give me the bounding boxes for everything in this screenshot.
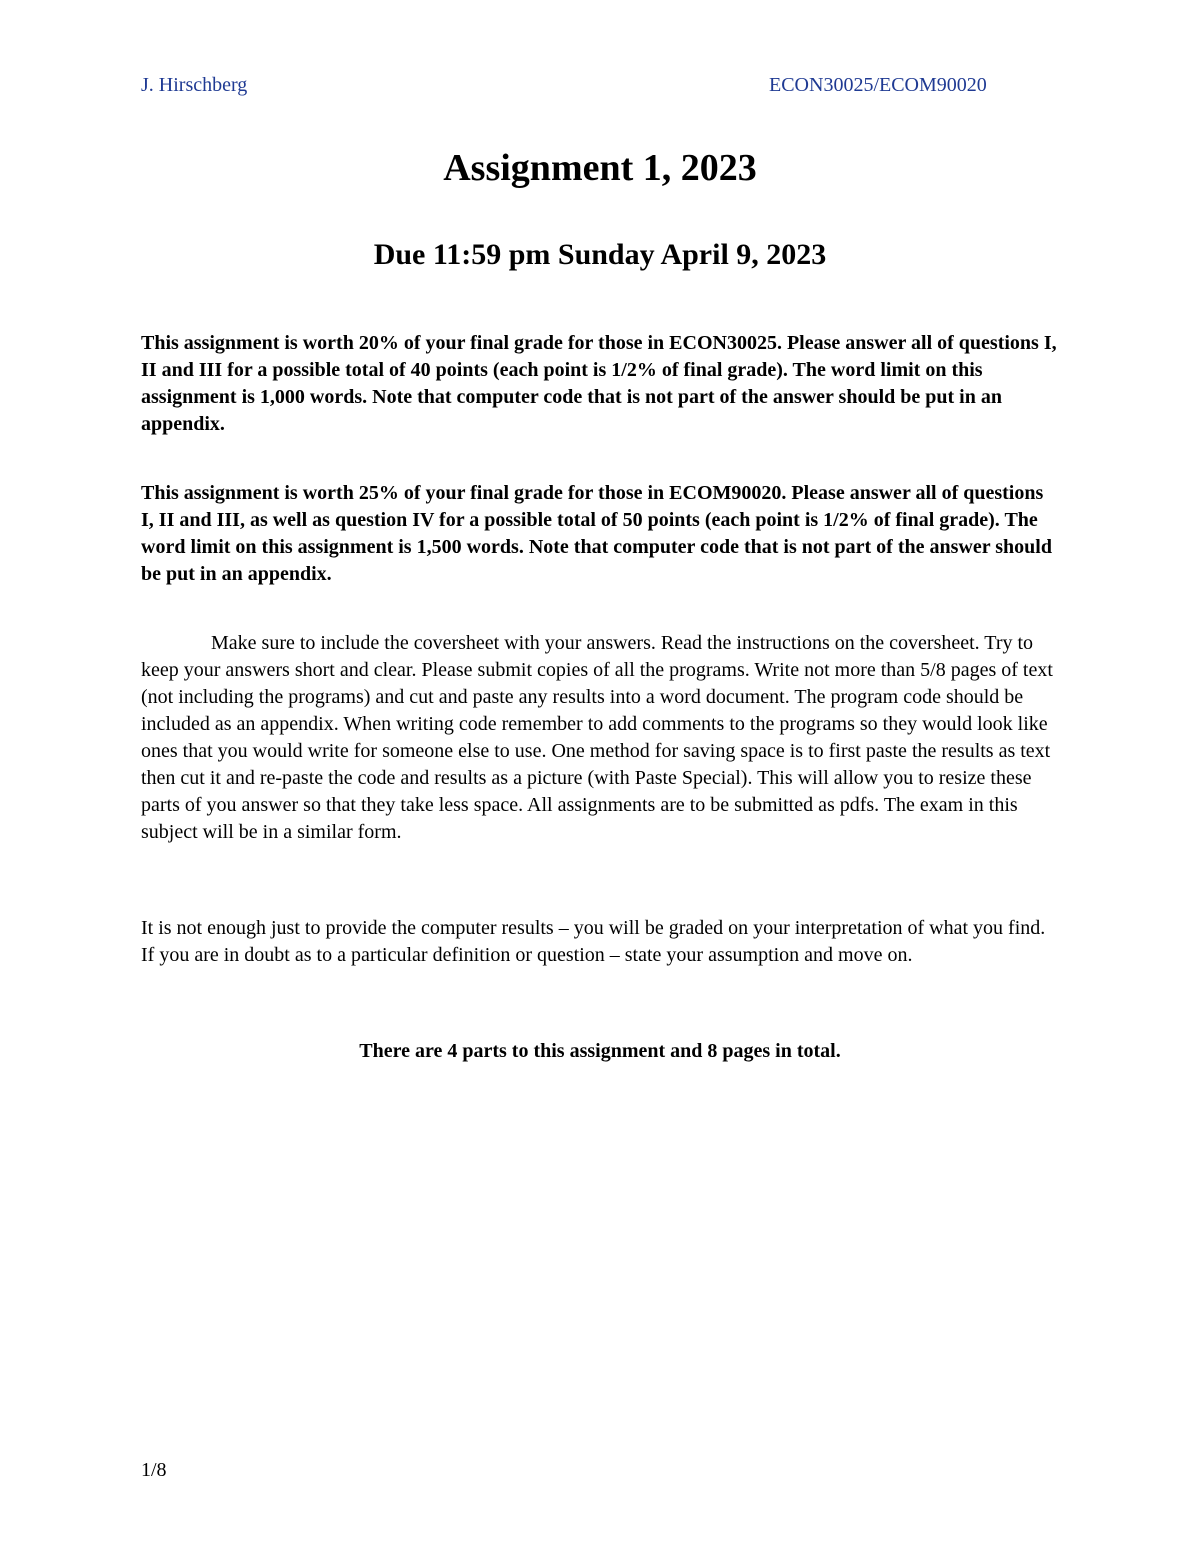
due-date: Due 11:59 pm Sunday April 9, 2023 [373,238,827,271]
paragraph-ecom90020: This assignment is worth 25% of your final grade for those in ECOM90020. Please answer all of questions I, II and III, as well as question IV for a possible total of 50 points (each point is 1/2% of final grade). The word limit on this assignment is 1,500 words. Note that computer code that is not part of the answer should be put in an appendix. [141,482,1052,585]
header-author: J. Hirschberg [141,74,248,96]
paragraph-instructions: Make sure to include the coversheet with your answers. Read the instructions on the coversheet. Try to keep your answers short and clear. Please submit copies of all the programs. Write not more than 5/8 pages of text (not including the programs) and cut and paste any results into a word document. The program code should be included as an appendix. When writing code remember to add comments to the programs so they would look like ones that you would write for someone else to use. One method for saving space is to first paste the results as text then cut it and re-paste the code and results as a picture (with Paste Special). This will allow you to resize these parts of you answer so that they take less space. All assignments are to be submitted as pdfs. The exam in this subject will be in a similar form. [141,632,1053,843]
closing-note: There are 4 parts to this assignment and 8 pages in total. [359,1040,841,1062]
paragraph-econ30025: This assignment is worth 20% of your final grade for those in ECON30025. Please answer all of questions I, II and III for a possible total of 40 points (each point is 1/2% of final grade). The word limit on this assignment is 1,000 words. Note that computer code that is not part of the answer should be put in an appendix. [141,332,1057,435]
page-number: 1/8 [141,1459,167,1481]
paragraph-interpretation: It is not enough just to provide the computer results – you will be graded on your interpretation of what you find. If you are in doubt as to a particular definition or question – state your assumption and move on. [141,917,1046,966]
header-course-codes: ECON30025/ECOM90020 [769,74,987,96]
page-title: Assignment 1, 2023 [443,147,757,189]
